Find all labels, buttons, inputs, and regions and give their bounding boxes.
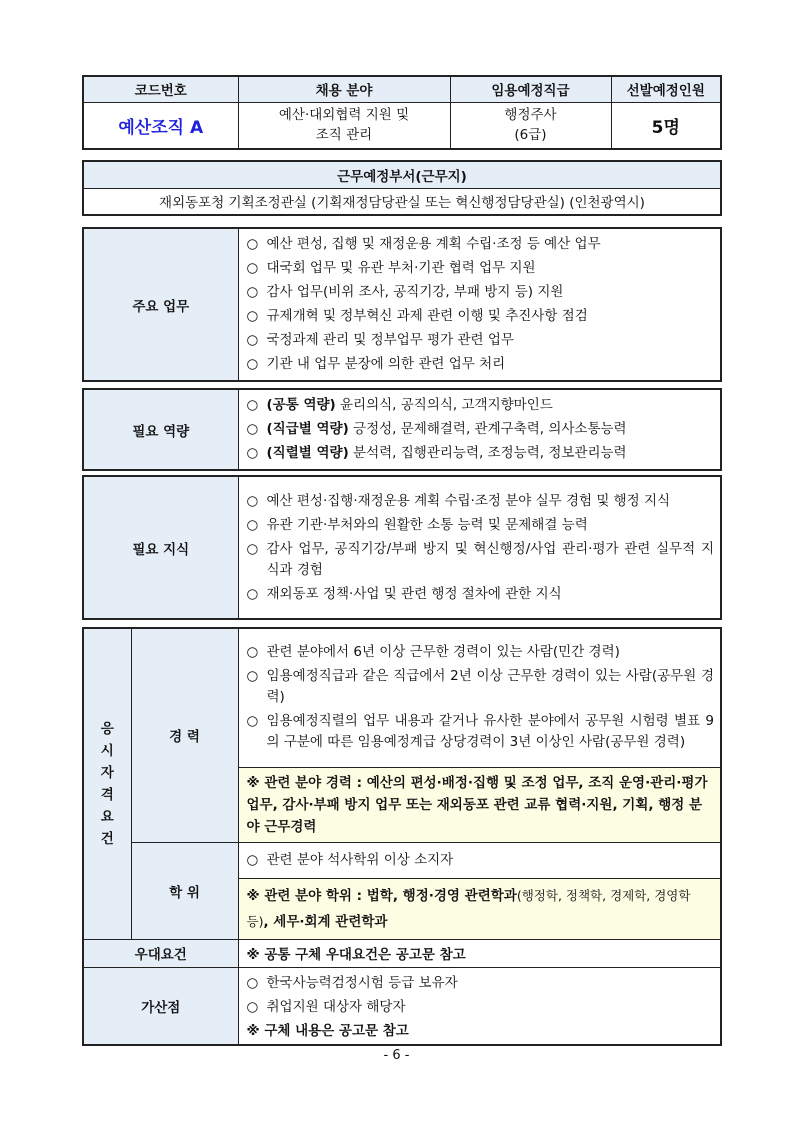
dept-table xyxy=(82,160,722,216)
item-text: 취업지원 대상자 해당자 xyxy=(266,998,406,1015)
bonus-label: 가산점 xyxy=(83,967,238,1045)
header-field: 채용 분야 xyxy=(238,76,450,102)
degree-note-bold: , 세무·회계 관련학과 xyxy=(263,913,388,930)
item-head: (직렬별 역량) xyxy=(266,445,349,461)
item-text: 관련 분야에서 6년 이상 근무한 경력이 있는 사람(민간 경력) xyxy=(266,644,620,661)
knowledge-table xyxy=(82,475,722,620)
list-item xyxy=(247,330,715,351)
item-text: 임용예정직급과 같은 직급에서 2년 이상 근무한 경력이 있는 사람(공무원 경력) xyxy=(266,668,714,706)
qualification-label xyxy=(83,628,131,939)
item-body: 긍정성, 문제해결력, 관계구축력, 의사소통능력 xyxy=(348,421,627,437)
list-item xyxy=(247,234,715,255)
list-item xyxy=(247,515,715,536)
list-item xyxy=(247,642,715,663)
item-head: (공통 역량) xyxy=(266,397,336,413)
circle-bullet-icon: ○ xyxy=(246,585,259,602)
item-text xyxy=(267,443,715,464)
circle-bullet-icon: ○ xyxy=(246,851,259,868)
field-value xyxy=(238,102,450,149)
list-item xyxy=(247,491,715,512)
list-item xyxy=(247,666,715,708)
circle-bullet-icon: ○ xyxy=(246,644,259,661)
item-text: 예산 편성, 집행 및 재정운용 계획 수립·조정 등 예산 업무 xyxy=(266,236,601,252)
qualification-label-char: 응 xyxy=(100,720,114,737)
qualification-label-char: 건 xyxy=(100,830,114,847)
list-item xyxy=(247,258,715,279)
circle-bullet-icon: ○ xyxy=(246,668,259,685)
career-note: ※ 관련 분야 경력 : 예산의 편성·배정·집행 및 조정 업무, 조직 운영·관리·평가 업무, 감사·부패 방지 업무 또는 재외동포 관련 교류 협력·지원, 기획, 행정 분야 근무경력 xyxy=(238,767,721,842)
page-number: - 6 - xyxy=(383,1048,410,1063)
circle-bullet-icon: ○ xyxy=(246,260,259,276)
duties-list xyxy=(238,228,721,381)
competency-label: 필요 역량 xyxy=(83,389,238,470)
item-text: 재외동포 정책·사업 및 관련 행정 절차에 관한 지식 xyxy=(266,585,562,602)
circle-bullet-icon: ○ xyxy=(246,356,259,372)
item-text: 감사 업무(비위 조사, 공직기강, 부패 방지 등) 지원 xyxy=(266,284,564,300)
circle-bullet-icon: ○ xyxy=(246,308,259,324)
grade-line: (6급) xyxy=(514,127,547,144)
degree-label: 학 위 xyxy=(131,842,238,939)
item-body: 분석력, 집행관리능력, 조정능력, 정보관리능력 xyxy=(348,445,627,461)
item-text: 임용예정직렬의 업무 내용과 같거나 유사한 분야에서 공무원 시험령 별표 9의 구분에 따른 임용예정계급 상당경력이 3년 이상인 사람(공무원 경력) xyxy=(266,713,714,751)
item-text: 예산 편성·집행·재정운용 계획 수립·조정 분야 실무 경험 및 행정 지식 xyxy=(266,492,671,509)
field-line: 예산·대외협력 지원 및 xyxy=(278,107,410,124)
circle-bullet-icon: ○ xyxy=(246,445,259,461)
item-head: (직급별 역량) xyxy=(266,421,349,437)
list-item xyxy=(247,850,715,871)
bonus-note: ※ 구체 내용은 공고문 참고 xyxy=(246,1022,409,1039)
duties-table xyxy=(82,227,722,382)
circle-bullet-icon: ○ xyxy=(246,421,259,437)
count-value: 5명 xyxy=(611,102,721,149)
list-item xyxy=(247,443,715,464)
list-item xyxy=(247,282,715,303)
position-table xyxy=(82,75,722,150)
qualification-label-char: 요 xyxy=(100,808,114,825)
dept-header: 근무예정부서(근무지) xyxy=(83,161,721,188)
list-item xyxy=(247,306,715,327)
qualification-label-char: 격 xyxy=(100,786,114,803)
degree-list xyxy=(238,842,721,878)
header-count: 선발예정인원 xyxy=(611,76,721,102)
item-text xyxy=(267,395,715,416)
degree-note-bold: ※ 관련 분야 학위 : 법학, 행정·경영 관련학과 xyxy=(246,887,517,904)
dept-value: 재외동포청 기획조정관실 (기획재정담당관실 또는 혁신행정담당관실) (인천광역시) xyxy=(83,188,721,215)
item-text xyxy=(267,419,715,440)
item-text: 한국사능력검정시험 등급 보유자 xyxy=(266,974,458,991)
list-item xyxy=(247,539,715,581)
item-text: 기관 내 업무 분장에 의한 관련 업무 처리 xyxy=(266,356,506,372)
header-code: 코드번호 xyxy=(83,76,238,102)
list-item xyxy=(247,711,715,753)
circle-bullet-icon: ○ xyxy=(246,492,259,509)
preference-label: 우대요건 xyxy=(83,939,238,967)
list-item xyxy=(247,419,715,440)
bonus-list xyxy=(238,967,721,1045)
field-line: 조직 관리 xyxy=(315,127,373,144)
list-item xyxy=(247,997,715,1018)
qualification-table xyxy=(82,627,722,1046)
knowledge-list xyxy=(238,476,721,619)
preference-value: ※ 공통 구체 우대요건은 공고문 참고 xyxy=(238,939,721,967)
circle-bullet-icon: ○ xyxy=(246,236,259,252)
item-text: 유관 기관·부처와의 원활한 소통 능력 및 문제해결 능력 xyxy=(266,516,588,533)
grade-value xyxy=(450,102,611,149)
code-value: 예산조직 A xyxy=(83,102,238,149)
item-text: 관련 분야 석사학위 이상 소지자 xyxy=(266,851,454,868)
circle-bullet-icon: ○ xyxy=(246,713,259,730)
circle-bullet-icon: ○ xyxy=(246,284,259,300)
list-item xyxy=(247,973,715,994)
item-text: 대국회 업무 및 유관 부처·기관 협력 업무 지원 xyxy=(266,260,536,276)
circle-bullet-icon: ○ xyxy=(246,974,259,991)
knowledge-label: 필요 지식 xyxy=(83,476,238,619)
degree-note-normal: (행정학, 정책학, 경제학, 경영학 등) xyxy=(246,887,691,929)
header-grade: 임용예정직급 xyxy=(450,76,611,102)
competency-list xyxy=(238,389,721,470)
career-label: 경 력 xyxy=(131,628,238,842)
item-body: 윤리의식, 공직의식, 고객지향마인드 xyxy=(335,397,553,413)
list-item xyxy=(247,354,715,375)
item-text: 국정과제 관리 및 정부업무 평가 관련 업무 xyxy=(266,332,514,348)
circle-bullet-icon: ○ xyxy=(246,397,259,413)
competency-table xyxy=(82,388,722,471)
career-list xyxy=(238,628,721,767)
qualification-label-char: 시 xyxy=(100,742,114,759)
circle-bullet-icon: ○ xyxy=(246,332,259,348)
duties-label: 주요 업무 xyxy=(83,228,238,381)
list-item xyxy=(247,395,715,416)
item-text: 규제개혁 및 정부혁신 과제 관련 이행 및 추진사항 점검 xyxy=(266,308,588,324)
grade-line: 행정주사 xyxy=(504,107,557,124)
item-text: 감사 업무, 공직기강/부패 방지 및 혁신행정/사업 관리·평가 관련 실무적 지식과 경험 xyxy=(266,540,714,578)
circle-bullet-icon: ○ xyxy=(246,516,259,533)
qualification-label-char: 자 xyxy=(100,764,114,781)
list-item xyxy=(247,584,715,605)
degree-note xyxy=(238,878,721,939)
circle-bullet-icon: ○ xyxy=(246,998,259,1015)
circle-bullet-icon: ○ xyxy=(246,540,259,557)
